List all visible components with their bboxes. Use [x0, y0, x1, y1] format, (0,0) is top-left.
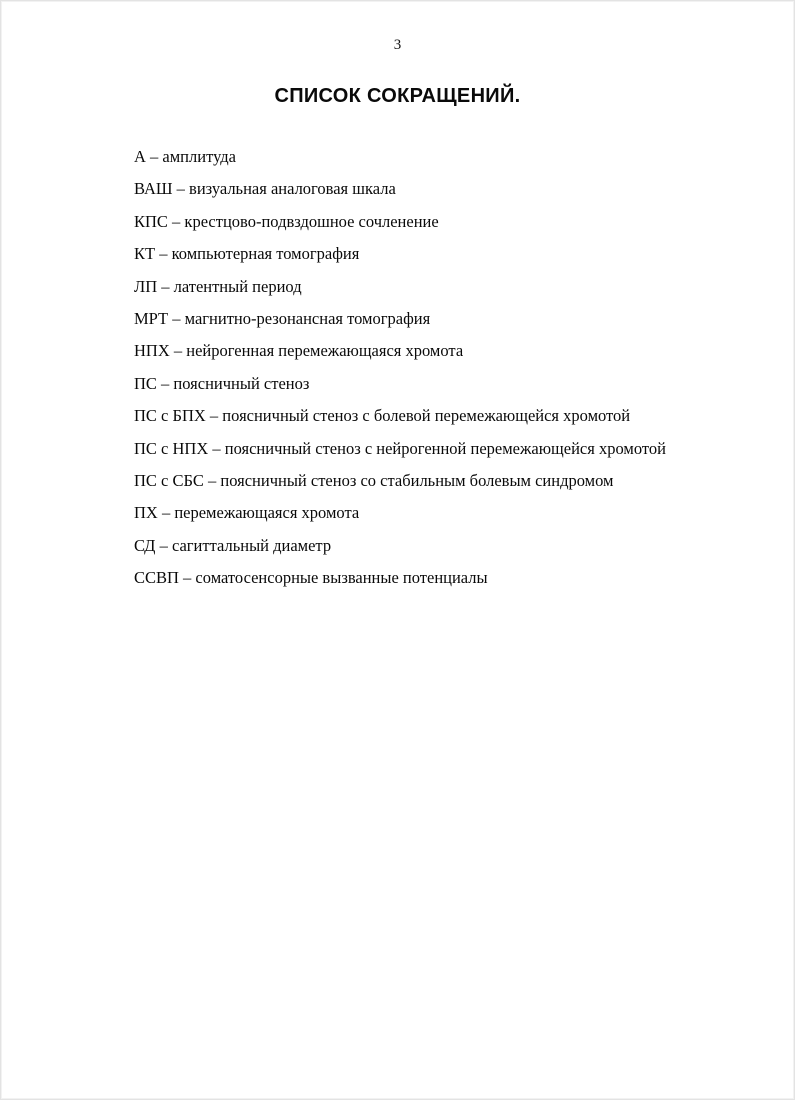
abbreviation-item: КПС – крестцово-подвздошное сочленение: [134, 211, 439, 231]
abbreviation-item: ПС с НПХ – поясничный стеноз с нейрогенной перемежающейся хромотой: [134, 438, 666, 458]
abbreviation-item: ПС с БПХ – поясничный стеноз с болевой перемежающейся хромотой: [134, 406, 631, 426]
abbreviation-item: ЛП – латентный период: [134, 276, 302, 296]
abbreviation-item: НПХ – нейрогенная перемежающаяся хромота: [134, 341, 464, 361]
abbreviation-item: СД – сагиттальный диаметр: [134, 535, 332, 555]
page-number: 3: [393, 37, 402, 53]
abbreviation-item: КТ – компьютерная томография: [134, 244, 360, 264]
abbreviation-item: А – амплитуда: [134, 147, 236, 166]
abbreviation-item: ПС – поясничный стеноз: [134, 373, 310, 393]
abbreviation-item: МРТ – магнитно-резонансная томография: [134, 309, 431, 329]
abbreviation-item: ПХ – перемежающаяся хромота: [134, 503, 360, 523]
abbreviation-item: ССВП – соматосенсорные вызванные потенциалы: [134, 568, 488, 588]
abbreviations-list: [134, 141, 734, 595]
abbreviation-item: ВАШ – визуальная аналоговая шкала: [134, 179, 396, 199]
abbreviation-item: ПС с СБС – поясничный стеноз со стабильным болевым синдромом: [134, 471, 614, 491]
page-title: СПИСОК СОКРАЩЕНИЙ.: [274, 85, 521, 107]
